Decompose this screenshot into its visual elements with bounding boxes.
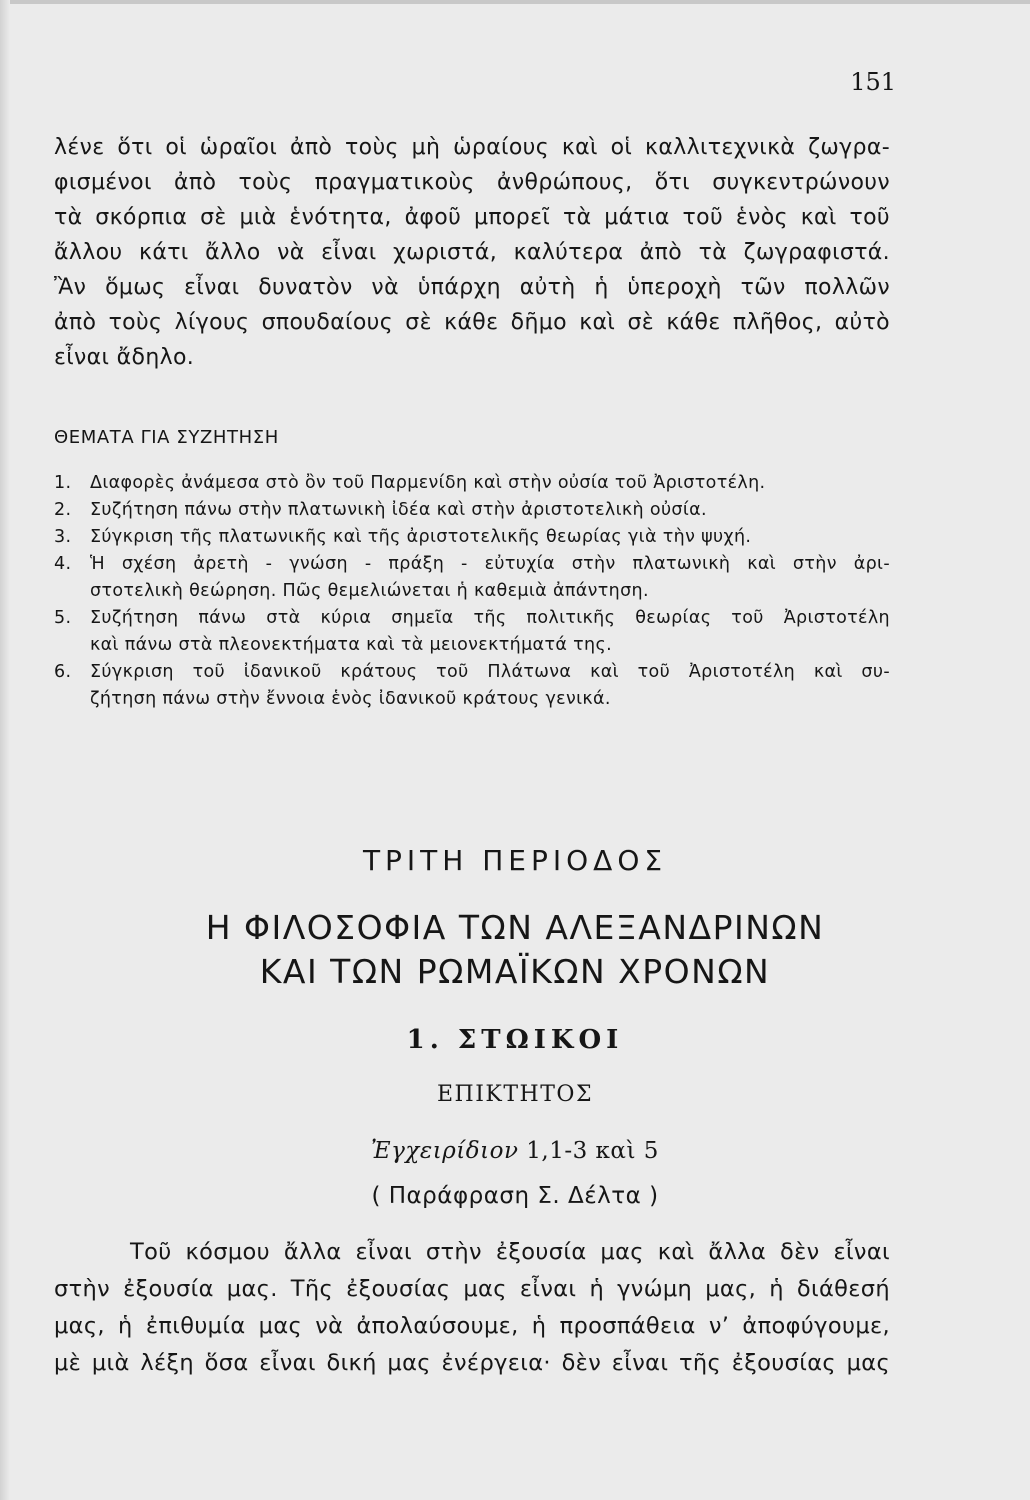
question-text: ζήτηση πάνω στὴν ἔννοια ἑνὸς ἰδανικοῦ κράτους γενικά.	[90, 689, 611, 709]
question-text: στοτελικὴ θεώρηση. Πῶς θεμελιώνεται ἡ καθεμιὰ ἀπάντηση.	[90, 581, 649, 601]
intro-line: φισμένοι ἀπὸ τοὺς πραγματικοὺς ἀνθρώπους, ὅτι συγκεντρώνουν	[54, 170, 890, 195]
question-text: Ἡ σχέση ἀρετὴ - γνώση - πράξη - εὐτυχία στὴν πλατωνικὴ καὶ στὴν ἀρι-	[90, 554, 890, 574]
body-line: στὴν ἐξουσία μας. Τῆς ἐξουσίας μας εἶναι ἡ γνώμη μας, ἡ διάθεσή	[54, 1276, 890, 1302]
intro-line: εἶναι ἄδηλο.	[54, 345, 195, 370]
intro-line: λένε ὅτι οἱ ὡραῖοι ἀπὸ τοὺς μὴ ὡραίους καὶ οἱ καλλιτεχνικὰ ζωγρα-	[54, 135, 890, 160]
intro-line: ἄλλου κάτι ἄλλο νὰ εἶναι χωριστά, καλύτερα ἀπὸ τὰ ζωγραφιστά.	[54, 240, 890, 265]
period-heading: ΤΡΙΤΗ ΠΕΡΙΟΔΟΣ	[362, 844, 668, 877]
question-number: 5.	[54, 608, 72, 628]
section-title-line-1: Η ΦΙΛΟΣΟΦΙΑ ΤΩΝ ΑΛΕΞΑΝΔΡΙΝΩΝ	[205, 908, 825, 947]
paraphrase-credit: ( Παράφραση Σ. Δέλτα )	[371, 1183, 659, 1209]
intro-paragraph	[54, 130, 890, 375]
question-number: 6.	[54, 662, 72, 682]
question-number: 1.	[54, 473, 72, 493]
question-text: καὶ πάνω στὰ πλεονεκτήματα καὶ τὰ μειονεκτήματά της.	[90, 635, 612, 655]
section-title-line-2: ΚΑΙ ΤΩΝ ΡΩΜΑΪΚΩΝ ΧΡΟΝΩΝ	[259, 952, 771, 991]
question-number: 4.	[54, 554, 72, 574]
body-line: μας, ἡ ἐπιθυμία μας νὰ ἀπολαύσουμε, ἡ προσπάθεια ν’ ἀποφύγουμε,	[54, 1313, 890, 1339]
question-text: Σύγκριση τοῦ ἰδανικοῦ κράτους τοῦ Πλάτωνα καὶ τοῦ Ἀριστοτέλη καὶ συ-	[90, 662, 890, 682]
work-title: Ἐγχειρίδιον	[371, 1138, 519, 1164]
question-text: Συζήτηση πάνω στὰ κύρια σημεῖα τῆς πολιτικῆς θεωρίας τοῦ Ἀριστοτέλη	[90, 608, 890, 628]
work-refs: 1,1-3 καὶ 5	[526, 1138, 659, 1164]
author-heading: ΕΠΙΚΤΗΤΟΣ	[437, 1082, 593, 1107]
body-line: Τοῦ κόσμου ἄλλα εἶναι στὴν ἐξουσία μας καὶ ἄλλα δὲν εἶναι	[130, 1239, 890, 1265]
chapter-heading: 1. ΣΤΩΙΚΟΙ	[406, 1025, 624, 1055]
question-text: Συζήτηση πάνω στὴν πλατωνικὴ ἰδέα καὶ στὴν ἀριστοτελικὴ οὐσία.	[90, 500, 707, 520]
questions-heading: ΘΕΜΑΤΑ ΓΙΑ ΣΥΖΗΤΗΣΗ	[54, 427, 279, 448]
question-item	[54, 605, 890, 659]
work-reference	[0, 1138, 1030, 1164]
binding-shadow	[0, 0, 10, 1500]
question-item	[54, 524, 890, 551]
page-number: 151	[850, 68, 896, 96]
question-item	[54, 470, 890, 497]
intro-line: Ἂν ὅμως εἶναι δυνατὸν νὰ ὑπάρχη αὐτὴ ἡ ὑπεροχὴ τῶν πολλῶν	[54, 275, 890, 300]
intro-line: ἀπὸ τοὺς λίγους σπουδαίους σὲ κάθε δῆμο καὶ σὲ κάθε πλῆθος, αὐτὸ	[54, 310, 890, 335]
top-edge	[0, 0, 1030, 4]
body-paragraph	[54, 1234, 890, 1382]
question-item	[54, 497, 890, 524]
intro-line: τὰ σκόρπια σὲ μιὰ ἑνότητα, ἀφοῦ μπορεῖ τὰ μάτια τοῦ ἑνὸς καὶ τοῦ	[54, 205, 890, 230]
body-line: μὲ μιὰ λέξη ὅσα εἶναι δική μας ἐνέργεια· δὲν εἶναι τῆς ἐξουσίας μας	[54, 1350, 890, 1376]
question-number: 3.	[54, 527, 72, 547]
question-number: 2.	[54, 500, 72, 520]
question-item	[54, 659, 890, 713]
question-text: Διαφορὲς ἀνάμεσα στὸ ὂν τοῦ Παρμενίδη καὶ στὴν οὐσία τοῦ Ἀριστοτέλη.	[90, 473, 766, 493]
questions-list	[54, 470, 890, 713]
question-text: Σύγκριση τῆς πλατωνικῆς καὶ τῆς ἀριστοτελικῆς θεωρίας γιὰ τὴν ψυχή.	[90, 527, 752, 547]
question-item	[54, 551, 890, 605]
